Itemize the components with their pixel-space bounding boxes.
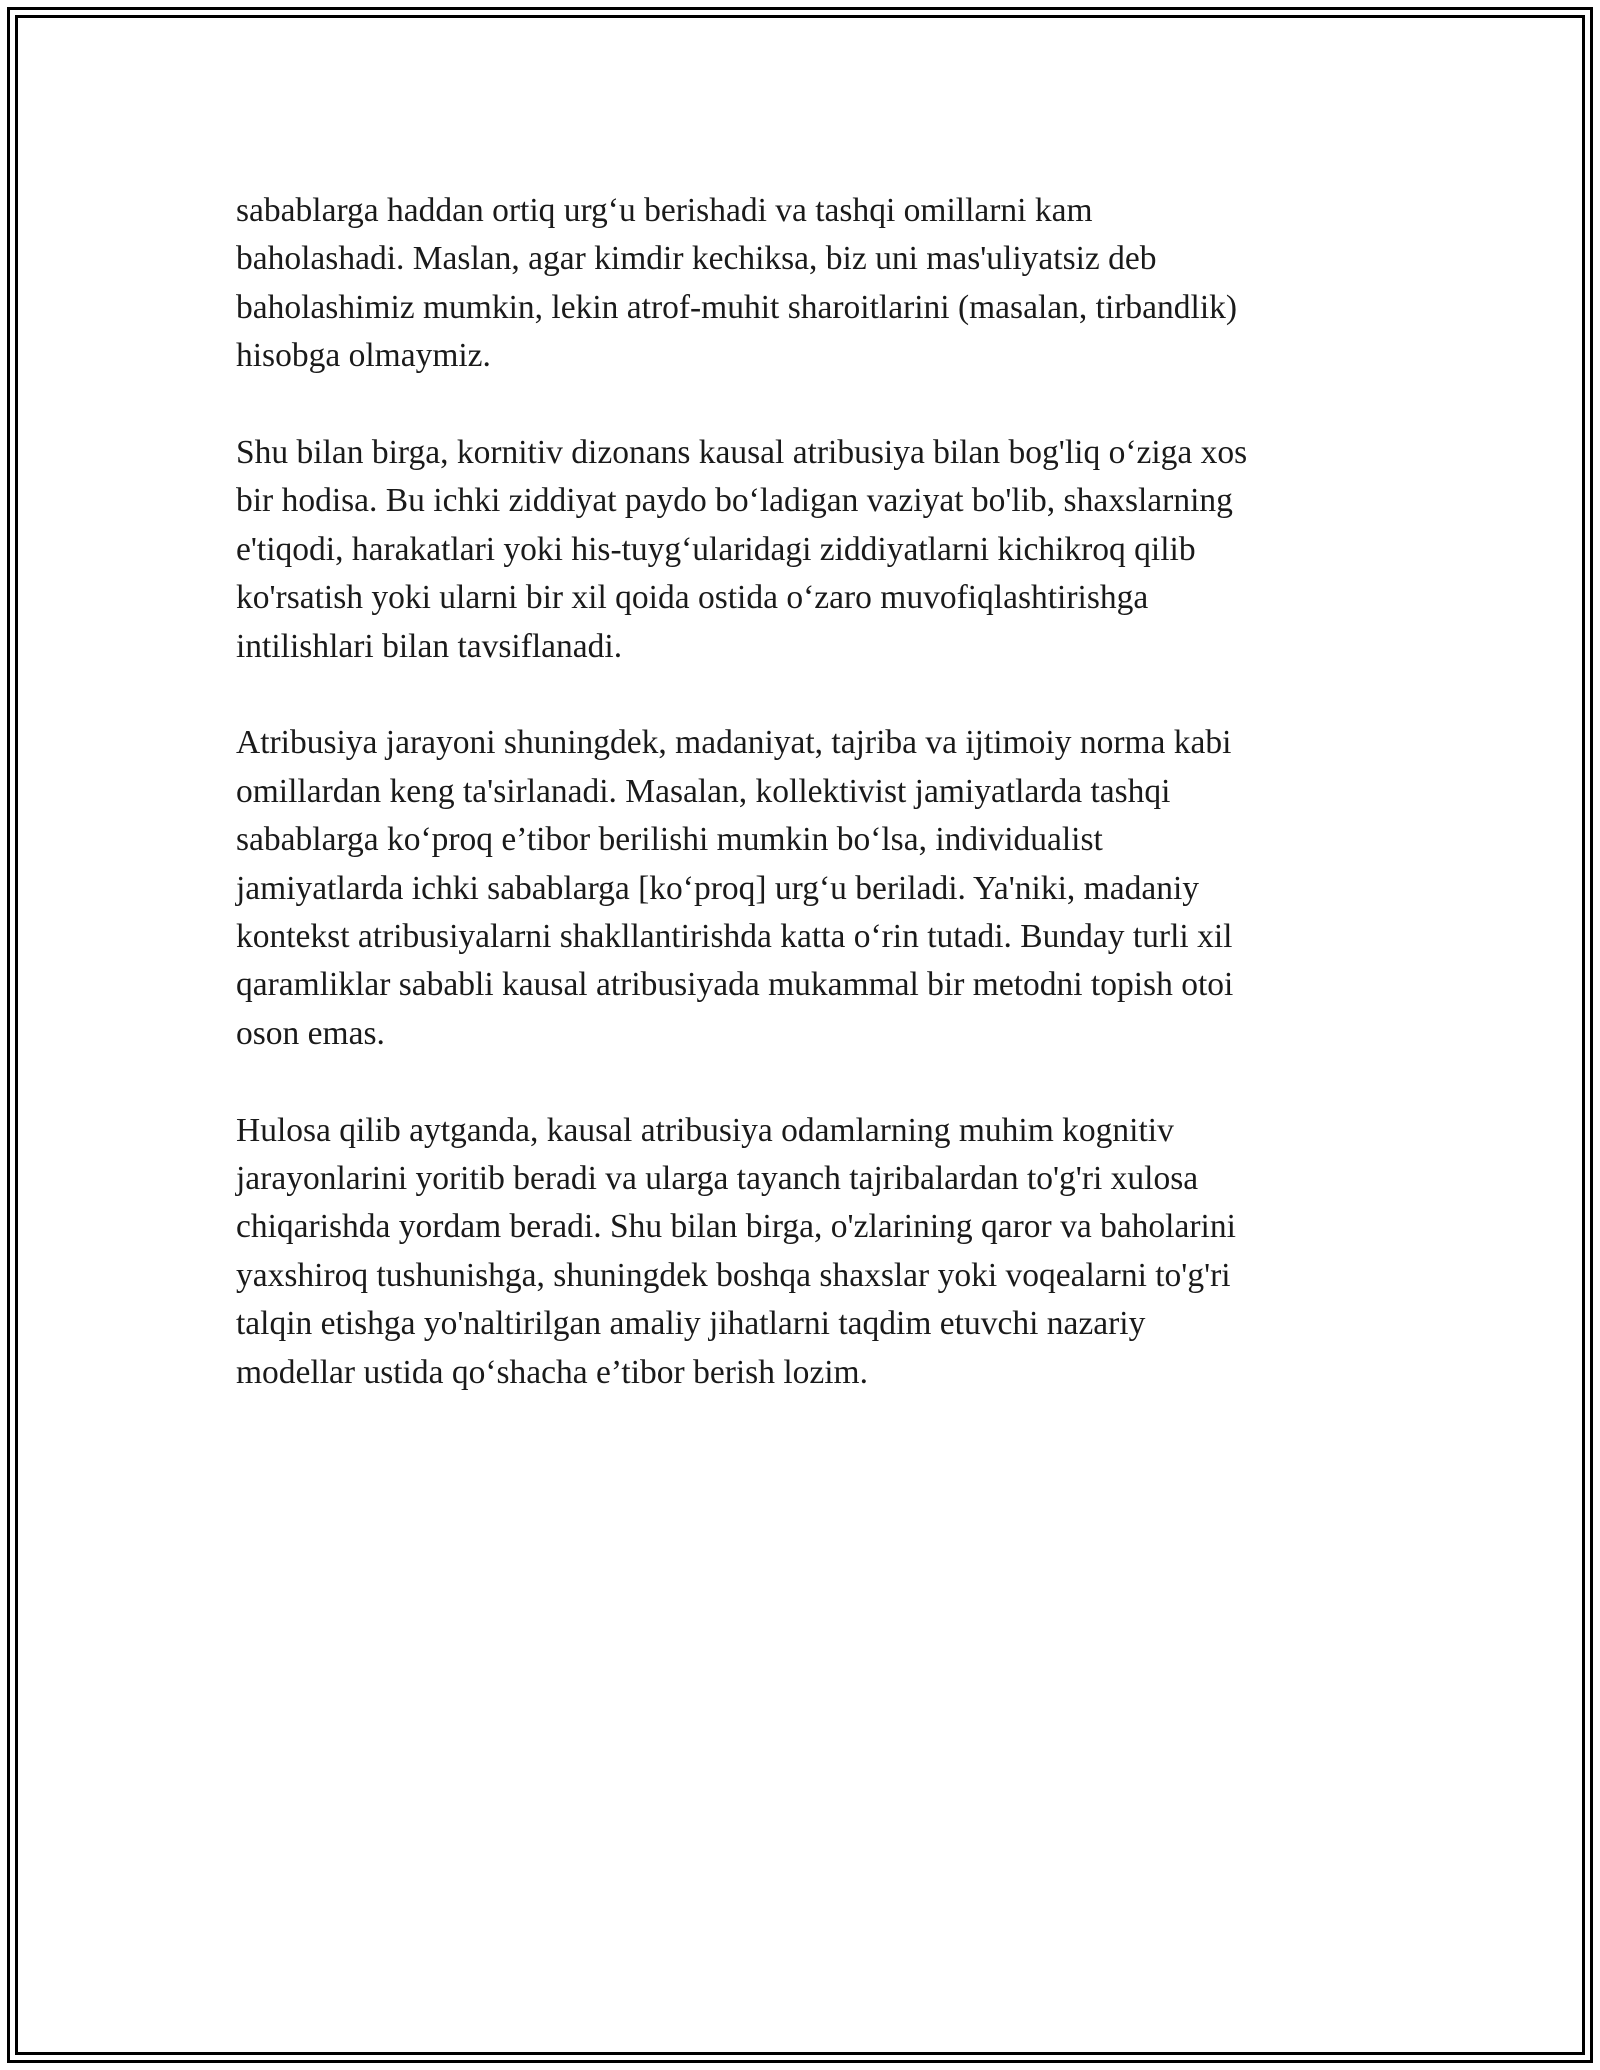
paragraph-1: [236, 187, 1366, 381]
text-line: ko'rsatish yoki ularni bir xil qoida ostida o‘zaro muvofiqlashtirishga: [236, 579, 1149, 617]
text-line: yaxshiroq tushunishga, shuningdek boshqa shaxslar yoki voqealarni to'g'ri: [236, 1256, 1231, 1294]
text-line: baholashadi. Maslan, agar kimdir kechiksa, biz uni mas'uliyatsiz deb: [236, 240, 1157, 278]
text-line: hisobga olmaymiz.: [236, 337, 491, 375]
text-line: sabablarga ko‘proq e’tibor berilishi mumkin bo‘lsa, individualist: [236, 821, 1103, 859]
text-line: Shu bilan birga, kornitiv dizonans kausal atribusiya bilan bog'liq o‘ziga xos: [236, 434, 1248, 472]
text-line: oson emas.: [236, 1014, 385, 1052]
text-line: modellar ustida qo‘shacha e’tibor berish lozim.: [236, 1353, 868, 1391]
text-line: kontekst atribusiyalarni shakllantirishda katta o‘rin tutadi. Bunday turli xil: [236, 918, 1233, 956]
text-line: bir hodisa. Bu ichki ziddiyat paydo bo‘ladigan vaziyat bo'lib, shaxslarning: [236, 482, 1233, 520]
paragraph-3: [236, 719, 1366, 1058]
text-line: omillardan keng ta'sirlanadi. Masalan, kollektivist jamiyatlarda tashqi: [236, 772, 1171, 810]
text-line: Atribusiya jarayoni shuningdek, madaniyat, tajriba va ijtimoiy norma kabi: [236, 724, 1232, 762]
text-line: qaramliklar sababli kausal atribusiyada mukammal bir metodni topish otoi: [236, 966, 1234, 1004]
text-line: sabablarga haddan ortiq urg‘u berishadi va tashqi omillarni kam: [236, 192, 1093, 229]
text-line: jamiyatlarda ichki sabablarga [ko‘proq] urg‘u beriladi. Ya'niki, madaniy: [236, 869, 1200, 907]
text-line: Hulosa qilib aytganda, kausal atribusiya odamlarning muhim kognitiv: [236, 1111, 1174, 1149]
text-line: talqin etishga yo'naltirilgan amaliy jihatlarni taqdim etuvchi nazariy: [236, 1305, 1146, 1343]
text-line: intilishlari bilan tavsiflanadi.: [236, 627, 623, 665]
paragraph-2: [236, 429, 1366, 671]
text-line: jarayonlarini yoritib beradi va ularga tayanch tajribalardan to'g'ri xulosa: [236, 1160, 1199, 1198]
paragraph-4: [236, 1107, 1366, 1397]
text-line: chiqarishda yordam beradi. Shu bilan birga, o'zlarining qaror va baholarini: [236, 1208, 1236, 1246]
document-body: [236, 187, 1366, 1446]
text-line: baholashimiz mumkin, lekin atrof-muhit sharoitlarini (masalan, tirbandlik): [236, 288, 1238, 326]
text-line: e'tiqodi, harakatlari yoki his-tuyg‘ularidagi ziddiyatlarni kichikroq qilib: [236, 530, 1196, 568]
